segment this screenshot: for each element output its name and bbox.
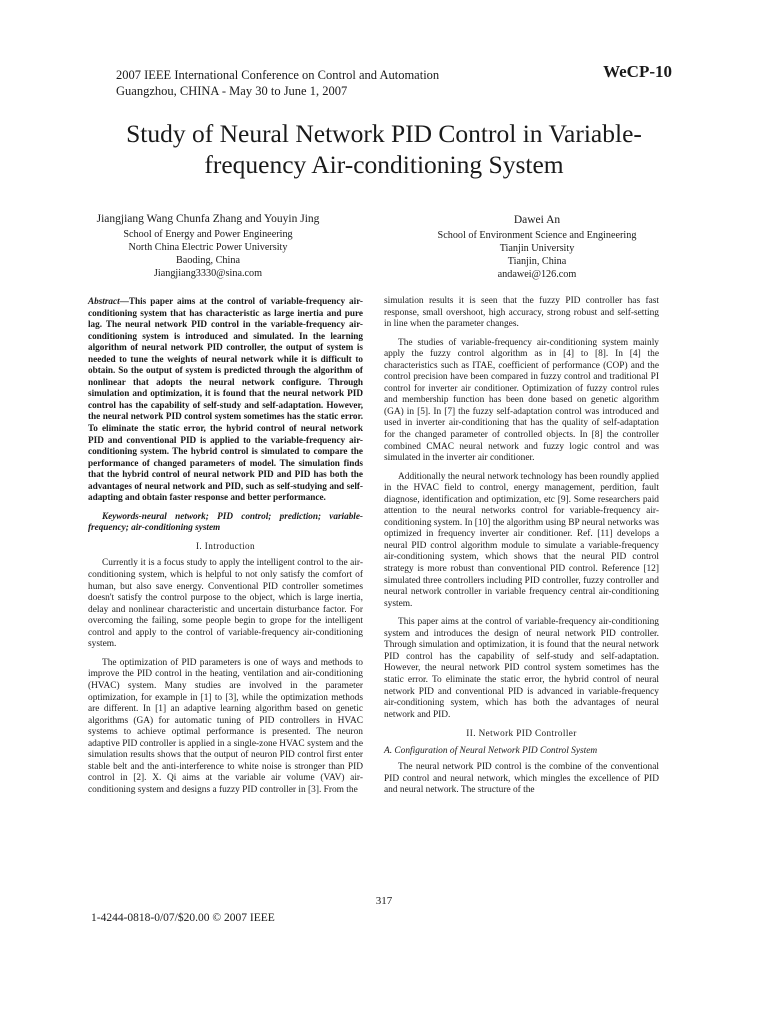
- author-email: andawei@126.com: [497, 269, 577, 280]
- author-affiliation-school: School of Energy and Power Engineering: [123, 229, 293, 240]
- section-heading-network-pid: II. Network PID Controller: [466, 728, 577, 739]
- author-block-left: [88, 213, 328, 280]
- author-affiliation-university: Tianjin University: [499, 243, 575, 254]
- left-column: [88, 296, 363, 803]
- paragraph: Additionally the neural network technology has been roundly applied in the HVAC field to control, energy management, perdition, fault diagnose, identification and optimization, etc [9]. Some researchers paid attention to the neural networks control for variable-frequency air-conditioning system. In [10] the algorithm using BP neural networks was optimized in frequency inverter air conditioner. Ref. [11] develops a neural PID control algorithm module to simulate a variable-frequency air-conditioning system, which shows that the neural PID control strategy is more robust than conventional PID control. Reference [12] simulated three controllers including PID controller, fuzzy controller and neural network controller in variable frequency central air-conditioning system.: [384, 471, 659, 609]
- conference-info: [116, 67, 439, 99]
- keywords: Keywords-neural network; PID control; prediction; variable-frequency; air-conditioning system: [88, 510, 363, 533]
- copyright-line: 1-4244-0818-0/07/$20.00 © 2007 IEEE: [91, 912, 275, 924]
- author-affiliation-university: North China Electric Power University: [128, 242, 288, 253]
- section-heading-introduction: I. Introduction: [195, 540, 256, 551]
- author-affiliation-school: School of Environment Science and Engineering: [437, 230, 637, 241]
- author-email: Jiangjiang3330@sina.com: [153, 268, 263, 279]
- paragraph: The studies of variable-frequency air-conditioning system mainly apply the fuzzy control algorithm as in [4] to [8]. In [4] the characteristics such as ITAE, coefficient of performance (COP) and the control precision have been compared in fuzzy control and traditional PI control for inverter air conditioner. Optimization of fuzzy control rules and membership function has been done based on genetic algorithm (GA) in [5]. In [7] the fuzzy self-adaptation control was introduced and used in inverter air-conditioning that has the quality of self-adaptation for the changed parameter of controlled objects. In [8] the controller combined CMAC neural network and fuzzy logic control and was simulated in the inverter air conditioner.: [384, 337, 659, 464]
- author-city: Tianjin, China: [507, 256, 567, 267]
- page-number: 317: [375, 895, 393, 907]
- author-block-right: [392, 214, 682, 281]
- right-column: [384, 296, 659, 804]
- abstract-text: —This paper aims at the control of variable-frequency air-conditioning system that has characteristic as large inertia and pure lag. The neural network PID control in the variable-frequency air-conditioning system is introduced and simulated. In the learning algorithm of neural network PID controller, the output of system is needed to tune the weights of neural network while it is difficult to obtain. So the output of system is predicted through the algorithm of nonlinear that adopts the neural network configure. Through simulation and optimization, it is found that the neural network PID control has the capability of self-study and self-adaptation. However, the neural network PID control system sometimes has the static error. To eliminate the static error, the hybrid control of neural network PID and conventional PID is applied to the variable-frequency air-conditioning system. The hybrid control is simulated to compare the performance of changed parameters of model. The simulation finds that the hybrid control of neural network PID and PID has both the advantages of neural network and PID, such as self-studying and self-adapting and obtain faster response and better performance.: [88, 296, 363, 503]
- paper-title: Study of Neural Network PID Control in Variable-frequency Air-conditioning System: [126, 119, 642, 179]
- paragraph: This paper aims at the control of variable-frequency air-conditioning system and introduces the design of neural network PID controller. Through simulation and optimization, it is found that the neural network PID control has the capability of self-study and self-adaptation. However, the neural network PID control system sometimes has the static error. To eliminate the static error, the hybrid control of neural network PID and conventional PID is advanced in variable-frequency air-conditioning system, which has both the advantages of neural network and PID.: [384, 617, 659, 720]
- paragraph: The neural network PID control is the combine of the conventional PID control and neural network, which mingles the excellence of PID and neural network. The structure of the: [384, 762, 659, 796]
- session-code: WeCP-10: [603, 62, 672, 81]
- paragraph: simulation results it is seen that the fuzzy PID controller has fast response, small overshoot, high accuracy, strong robust and self-setting in line when the parameter changes.: [384, 296, 659, 330]
- paragraph: Currently it is a focus study to apply the intelligent control to the air-conditioning system, which is helpful to not only satisfy the comfort of human, but also save energy. Conventional PID controller sometimes doesn't satisfy the control purpose to the object, which is large inertia, delay and nonlinear characteristic and uncertain disturbance factor. For overcoming the failing, some people begin to grope for the intelligent control and apply to the control of variable-frequency air-conditioning system.: [88, 558, 363, 650]
- paragraph: The optimization of PID parameters is one of ways and methods to improve the PID control in the heating, ventilation and air-conditioning (HVAC) system. Many studies are involved in the parameter optimization, for example in [1] to [3], while the optimization methods are different. In [1] an adaptive learning algorithm based on genetic algorithms (GA) for automatic tuning of PID controllers in HVAC systems to achieve optimal performance is presented. The neuron adaptive PID controller is applied in a single-zone HVAC system and the simulation results shows that the output of neuron PID control first enter stable belt and the anti-interference to white noise is stronger than PID control in [2]. X. Qi aims at the variable air volume (VAV) air-conditioning system and designs a fuzzy PID controller in [3]. From the: [88, 657, 363, 795]
- subsection-heading: A. Configuration of Neural Network PID Control System: [384, 745, 598, 756]
- author-names: Jiangjiang Wang Chunfa Zhang and Youyin Jing: [96, 213, 320, 225]
- author-names: Dawei An: [513, 214, 561, 226]
- conference-name: 2007 IEEE International Conference on Control and Automation: [116, 68, 440, 82]
- conference-location: Guangzhou, CHINA - May 30 to June 1, 2007: [116, 84, 348, 98]
- abstract-label: Abstract: [88, 296, 120, 306]
- author-city: Baoding, China: [176, 255, 240, 266]
- abstract: [88, 296, 363, 504]
